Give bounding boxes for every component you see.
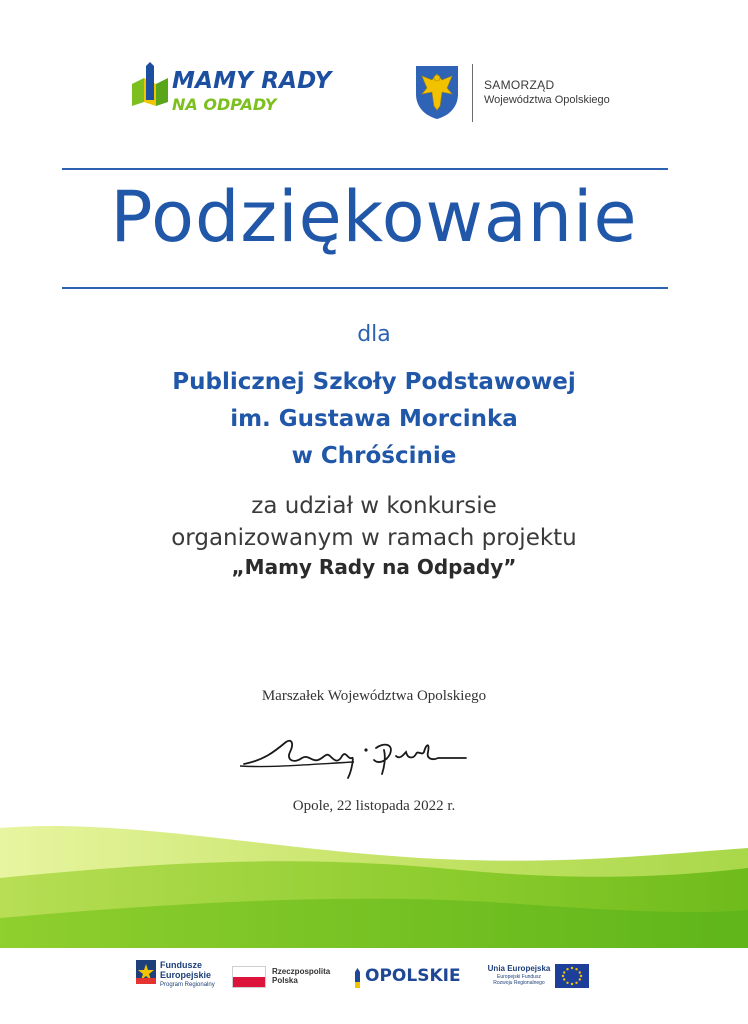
bottom-rule bbox=[62, 287, 668, 289]
signature-image bbox=[234, 730, 484, 790]
logo-line-1: MAMY RADY bbox=[172, 68, 332, 94]
for-label: dla bbox=[357, 322, 391, 347]
unia-europejska-logo bbox=[485, 962, 595, 996]
body-line: za udział w konkursie bbox=[251, 493, 497, 519]
fe-line-3: Program Regionalny bbox=[160, 982, 215, 988]
ue-line-2: Europejski Fundusz bbox=[497, 974, 541, 980]
samorzad-logo bbox=[414, 62, 614, 126]
signatory-title: Marszałek Województwa Opolskiego bbox=[261, 688, 487, 704]
top-rule bbox=[62, 168, 668, 170]
mamy-rady-logo bbox=[128, 58, 368, 118]
star-flag-icon bbox=[136, 960, 156, 984]
recycle-tower-icon bbox=[128, 62, 172, 112]
ue-line-3: Rozwoju Regionalnego bbox=[493, 980, 545, 986]
rzeczpospolita-polska-logo bbox=[232, 964, 342, 994]
opolskie-text: OPOLSKIE bbox=[365, 966, 461, 986]
fundusze-europejskie-logo bbox=[136, 958, 226, 998]
rp-line-1: Rzeczpospolita bbox=[272, 967, 331, 976]
tower-icon bbox=[353, 968, 362, 988]
ue-line-1: Unia Europejska bbox=[487, 964, 551, 973]
samorzad-line-1: SAMORZĄD bbox=[484, 78, 555, 92]
eu-flag-icon bbox=[555, 964, 589, 988]
rp-line-2: Polska bbox=[272, 976, 298, 985]
samorzad-line-2: Województwa Opolskiego bbox=[484, 94, 610, 106]
opolskie-logo bbox=[353, 966, 473, 992]
fe-line-1: Fundusze bbox=[160, 960, 202, 970]
fe-line-2: Europejskie bbox=[160, 970, 212, 980]
place-and-date: Opole, 22 listopada 2022 r. bbox=[292, 798, 456, 814]
recipient-line: im. Gustawa Morcinka bbox=[230, 406, 518, 432]
document-title: Podziękowanie bbox=[110, 176, 638, 258]
footer-logos bbox=[0, 952, 748, 1012]
eagle-coat-of-arms-icon bbox=[414, 64, 460, 120]
body-line: organizowanym w ramach projektu bbox=[171, 525, 577, 551]
recipient-line: Publicznej Szkoły Podstawowej bbox=[172, 369, 576, 395]
polish-flag-icon bbox=[232, 966, 266, 988]
logo-separator bbox=[472, 64, 473, 122]
recipient-line: w Chróścinie bbox=[291, 443, 457, 469]
project-name: „Mamy Rady na Odpady” bbox=[231, 555, 517, 579]
green-wave-decoration bbox=[0, 818, 748, 948]
logo-line-2: NA ODPADY bbox=[172, 95, 277, 114]
